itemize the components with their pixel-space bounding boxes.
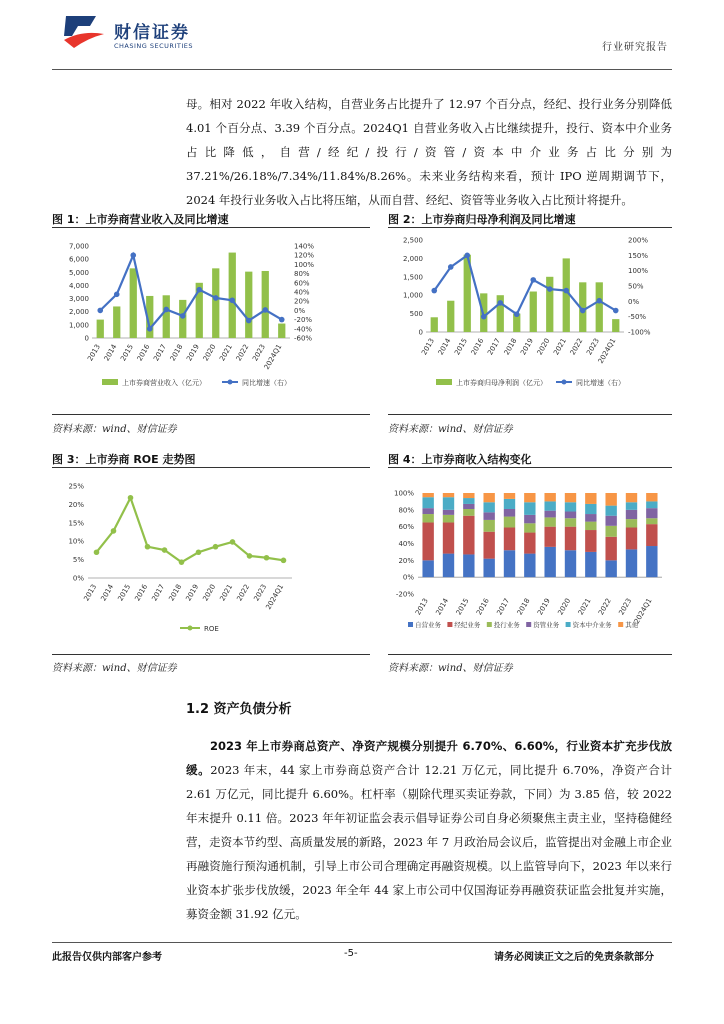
x-tick-label: 2023 (585, 337, 601, 357)
bar (447, 301, 454, 332)
x-tick-label: 2020 (201, 343, 218, 363)
growth-point (246, 318, 252, 324)
x-tick-label: 2022 (568, 337, 585, 357)
stack-segment (422, 497, 433, 508)
x-tick-label: 2015 (119, 343, 135, 363)
legend-label: 资管业务 (533, 621, 560, 629)
x-tick-label: 2020 (556, 597, 573, 617)
stack-segment (565, 550, 576, 577)
x-tick-label: 2017 (152, 343, 168, 363)
fig1-top-rule (52, 227, 370, 228)
fig3-source: 资料来源：wind、财信证券 (52, 663, 177, 674)
legend-swatch (408, 622, 413, 627)
x-tick-label: 2020 (535, 337, 552, 357)
stack-segment (524, 533, 535, 554)
y-tick-label: 5% (72, 556, 84, 565)
y-right-tick-label: 120% (294, 251, 315, 260)
legend-bar-label: 上市券商营业收入（亿元） (122, 379, 206, 387)
growth-point (180, 313, 186, 319)
legend-bar-label: 上市券商归母净利润（亿元） (456, 379, 547, 387)
roe-point (247, 553, 253, 559)
stack-segment (646, 508, 657, 518)
bar (113, 306, 120, 338)
x-tick-label: 2024Q1 (262, 343, 284, 372)
y-left-tick-label: 1,000 (68, 321, 89, 330)
footer-disclaimer-right: 请务必阅读正文之后的免责条款部分 (494, 952, 654, 963)
stack-segment (646, 501, 657, 508)
y-tick-label: 0% (402, 573, 414, 582)
x-tick-label: 2013 (86, 343, 102, 363)
legend-line-label: 同比增速（右） (242, 379, 291, 387)
fig4-top-rule (388, 467, 672, 468)
growth-point (530, 277, 536, 283)
y-right-tick-label: 0% (294, 306, 306, 315)
y-left-tick-label: 3,000 (68, 295, 89, 304)
asset-liability-lead: 2023 年上市券商总资产、净资产规模分别提升 6.70%、6.60%，行业资本扩充步伐放缓。 (186, 739, 672, 777)
y-right-tick-label: -60% (294, 334, 313, 343)
stack-segment (422, 508, 433, 514)
fig3-bottom-rule (52, 654, 370, 655)
bar (179, 300, 186, 338)
x-tick-label: 2024Q1 (596, 337, 618, 366)
stack-segment (605, 537, 616, 561)
stack-segment (504, 517, 515, 528)
footer-disclaimer-left: 此报告仅供内部客户参考 (52, 952, 162, 963)
stack-segment (483, 520, 494, 532)
fig4-bottom-rule (388, 654, 672, 655)
roe-point (128, 495, 134, 501)
legend-roe-marker (188, 626, 193, 631)
y-right-tick-label: -40% (294, 325, 313, 334)
stack-segment (544, 547, 555, 577)
bar (130, 268, 137, 338)
x-tick-label: 2016 (469, 337, 486, 357)
y-right-tick-label: -20% (294, 316, 313, 325)
legend-swatch (618, 622, 623, 627)
stack-segment (605, 560, 616, 577)
bar (431, 317, 438, 332)
fig1-bottom-rule (52, 414, 370, 415)
bar (278, 324, 285, 338)
stack-segment (544, 517, 555, 526)
stack-segment (443, 522, 454, 553)
y-left-tick-label: 4,000 (68, 281, 89, 290)
x-tick-label: 2019 (536, 597, 552, 617)
stack-segment (463, 516, 474, 555)
bar (163, 295, 170, 338)
y-left-tick-label: 2,500 (402, 236, 423, 245)
asset-liability-text: 2023 年末，44 家上市券商总资产合计 12.21 万亿元，同比提升 6.70%，净资产合计 2.61 万亿元，同比提升 6.60%。杠杆率（剔除代理买卖证券款，下同）为 3.85 倍，较 2022 年末提升 0.11 倍。2023 年年初证监会表示倡导证券公司自身必须聚焦主责主业，坚持稳健经营，走资本节约型、高质量发展的新路，2023 年 7 月政治局会议后，监管提出对金融上市企业再融资施行预沟通机制，引导上市公司合理确定再融资规模。以上监管导向下，2023 年以来行业资本扩张步伐放缓，2023 年全年 44 家上市公司中仅国海证券再融资获证监会批复并实施，募资金额 31.92 亿元。 (186, 763, 672, 921)
legend-line-marker (228, 380, 233, 385)
y-left-tick-label: 1,500 (402, 273, 423, 282)
fig2-source: 资料来源：wind、财信证券 (388, 424, 513, 435)
x-tick-label: 2017 (150, 583, 167, 603)
growth-point (596, 298, 602, 304)
fig2-top-rule (388, 227, 672, 228)
page-number: -5- (344, 948, 358, 959)
roe-point (230, 539, 236, 545)
y-left-tick-label: 6,000 (68, 255, 89, 264)
x-tick-label: 2023 (252, 583, 269, 603)
y-tick-label: 20% (398, 556, 414, 565)
x-tick-label: 2021 (576, 597, 593, 617)
fig1-source: 资料来源：wind、财信证券 (52, 424, 177, 435)
x-tick-label: 2018 (168, 343, 185, 363)
y-left-tick-label: 1,000 (402, 291, 423, 300)
fig4-source: 资料来源：wind、财信证券 (388, 663, 513, 674)
growth-point (547, 286, 553, 292)
y-right-tick-label: 40% (294, 288, 310, 297)
stack-segment (565, 512, 576, 519)
stack-segment (504, 509, 515, 517)
legend-bar-swatch (436, 379, 452, 385)
x-tick-label: 2013 (82, 583, 99, 603)
y-tick-label: 0% (72, 574, 84, 583)
stack-segment (605, 506, 616, 516)
stack-segment (585, 504, 596, 514)
stack-segment (524, 523, 535, 532)
stack-segment (585, 552, 596, 577)
x-tick-label: 2015 (453, 337, 469, 357)
roe-point (162, 547, 168, 553)
company-name-en: CHASING SECURITIES (114, 42, 193, 50)
legend-roe-label: ROE (204, 625, 219, 633)
stack-segment (626, 549, 637, 577)
stack-segment (422, 560, 433, 577)
chart-fig3 (52, 472, 370, 648)
y-left-tick-label: 500 (409, 310, 423, 319)
y-right-tick-label: 200% (628, 236, 649, 245)
stack-segment (463, 493, 474, 498)
growth-point (147, 326, 153, 332)
legend-line-label: 同比增速（右） (576, 379, 625, 387)
x-tick-label: 2016 (135, 343, 152, 363)
legend-bar-swatch (102, 379, 118, 385)
stack-segment (585, 522, 596, 530)
fig1-title: 图 1：上市券商营业收入及同比增速 (52, 213, 229, 226)
y-right-tick-label: 60% (294, 279, 310, 288)
stack-segment (422, 493, 433, 497)
y-left-tick-label: 0 (84, 334, 89, 343)
bar (229, 253, 236, 338)
x-tick-label: 2014 (102, 343, 119, 363)
section-title: 1.2 资产负债分析 (186, 702, 292, 717)
y-tick-label: 25% (68, 482, 84, 491)
y-left-tick-label: 0 (418, 328, 423, 337)
stack-segment (605, 526, 616, 537)
bar (546, 277, 553, 332)
stack-segment (565, 527, 576, 551)
x-tick-label: 2021 (218, 583, 235, 603)
stack-segment (504, 528, 515, 551)
y-tick-label: -20% (395, 590, 414, 599)
stack-segment (646, 493, 657, 501)
growth-line (100, 255, 282, 329)
legend-line-marker (562, 380, 567, 385)
y-left-tick-label: 5,000 (68, 268, 89, 277)
x-tick-label: 2017 (486, 337, 502, 357)
bar (612, 319, 619, 332)
legend-swatch (566, 622, 571, 627)
stack-segment (443, 493, 454, 497)
stack-segment (585, 493, 596, 504)
x-tick-label: 2016 (475, 597, 491, 617)
stack-segment (585, 514, 596, 522)
y-tick-label: 20% (68, 500, 84, 509)
stack-segment (524, 554, 535, 578)
growth-point (213, 295, 219, 301)
growth-point (97, 308, 103, 314)
y-right-tick-label: 50% (628, 282, 644, 291)
stack-segment (504, 550, 515, 577)
legend-label: 投行业务 (493, 621, 520, 629)
y-tick-label: 40% (398, 540, 414, 548)
roe-point (179, 559, 185, 565)
company-name: 财信证券 (114, 23, 190, 43)
company-logo (62, 12, 232, 58)
page-header (52, 10, 672, 70)
x-tick-label: 2023 (251, 343, 267, 363)
y-right-tick-label: 100% (628, 267, 649, 276)
stack-segment (626, 510, 637, 519)
stack-segment (463, 554, 474, 577)
stack-segment (626, 519, 637, 527)
growth-point (563, 288, 569, 294)
y-right-tick-label: 20% (294, 297, 310, 306)
x-tick-label: 2022 (234, 343, 251, 363)
x-tick-label: 2018 (167, 583, 184, 603)
stack-segment (483, 493, 494, 502)
fig3-top-rule (52, 467, 370, 468)
y-right-tick-label: 150% (628, 251, 649, 260)
y-right-tick-label: -50% (628, 313, 647, 322)
growth-point (514, 311, 520, 317)
legend-label: 经纪业务 (454, 621, 481, 629)
x-tick-label: 2024Q1 (264, 583, 286, 612)
asset-liability-paragraph (186, 734, 672, 926)
growth-point (114, 292, 120, 298)
stack-segment (463, 509, 474, 516)
stack-segment (565, 502, 576, 511)
bar (212, 268, 219, 338)
x-tick-label: 2022 (597, 597, 613, 617)
growth-point (497, 300, 503, 306)
stack-segment (443, 497, 454, 510)
growth-point (613, 308, 619, 314)
stack-segment (443, 515, 454, 523)
footer-rule (52, 942, 672, 943)
y-left-tick-label: 2,000 (68, 308, 89, 317)
x-tick-label: 2020 (201, 583, 218, 603)
y-right-tick-label: 80% (294, 270, 310, 279)
y-right-tick-label: 140% (294, 242, 315, 251)
bar (262, 271, 269, 338)
x-tick-label: 2013 (420, 337, 436, 357)
growth-line (434, 255, 616, 316)
legend-swatch (526, 622, 531, 627)
roe-point (111, 528, 117, 534)
stack-segment (443, 554, 454, 578)
chart-fig1 (52, 232, 370, 408)
growth-point (229, 297, 235, 303)
stack-segment (483, 502, 494, 512)
x-tick-label: 2018 (502, 337, 519, 357)
report-type-label: 行业研究报告 (602, 42, 668, 53)
intro-paragraph: 母。相对 2022 年收入结构，自营业务占比提升了 12.97 个百分点，经纪、投行业务分别降低 4.01 个百分点、3.39 个百分点。2024Q1 自营业务收入占比继续提升，投行、资本中介业务占比降低，自营/经纪/投行/资管/资本中介业务占比分别为 37.21%/26.18%/7.34%/11.84%/8.26%。未来业务结构来看，预计 IPO 逆周期调节下，2024 年投行业务收入占比将压缩，从而自营、经纪、资管等业务收入占比预计将提升。 (186, 97, 672, 207)
growth-point (481, 314, 487, 320)
stack-segment (646, 524, 657, 546)
x-tick-label: 2013 (414, 597, 430, 617)
chart-fig4 (388, 472, 672, 648)
x-tick-label: 2021 (552, 337, 568, 357)
y-right-tick-label: 0% (628, 297, 640, 306)
bar (530, 292, 537, 332)
roe-point (196, 549, 202, 555)
stack-segment (504, 499, 515, 509)
y-left-tick-label: 2,000 (402, 254, 423, 263)
fig4-title: 图 4：上市券商收入结构变化 (388, 453, 532, 466)
stack-segment (422, 514, 433, 522)
stack-segment (646, 518, 657, 524)
roe-point (264, 555, 270, 561)
growth-point (130, 252, 136, 258)
x-tick-label: 2019 (185, 343, 201, 363)
legend-label: 资本中介业务 (572, 621, 612, 629)
stack-segment (463, 498, 474, 504)
stack-segment (646, 546, 657, 577)
x-tick-label: 2024Q1 (632, 597, 654, 626)
stack-segment (524, 515, 535, 523)
x-tick-label: 2014 (434, 597, 451, 617)
legend-label: 自营业务 (415, 621, 441, 629)
stack-segment (463, 504, 474, 509)
x-tick-label: 2017 (495, 597, 512, 617)
bar (245, 272, 252, 338)
growth-point (196, 287, 202, 293)
x-tick-label: 2014 (99, 583, 116, 603)
y-tick-label: 10% (68, 537, 84, 546)
bar (596, 282, 603, 332)
stack-segment (504, 493, 515, 499)
growth-point (448, 264, 454, 270)
x-tick-label: 2023 (617, 597, 634, 617)
stack-segment (565, 518, 576, 526)
growth-point (163, 307, 169, 313)
x-tick-label: 2014 (436, 337, 453, 357)
y-tick-label: 100% (393, 489, 414, 498)
x-tick-label: 2016 (133, 583, 150, 603)
stack-segment (605, 493, 616, 506)
roe-point (145, 544, 151, 550)
legend-swatch (487, 622, 492, 627)
roe-point (213, 544, 219, 550)
growth-point (580, 308, 586, 314)
roe-line (97, 498, 284, 562)
y-right-tick-label: -100% (628, 328, 651, 337)
x-tick-label: 2022 (235, 583, 252, 603)
stack-segment (483, 532, 494, 559)
legend-swatch (447, 622, 452, 627)
roe-point (94, 549, 100, 555)
stack-segment (626, 528, 637, 550)
y-tick-label: 15% (68, 519, 84, 528)
stack-segment (626, 493, 637, 502)
stack-segment (483, 559, 494, 578)
roe-point (281, 558, 287, 564)
stack-segment (565, 493, 576, 502)
x-tick-label: 2019 (519, 337, 535, 357)
y-tick-label: 60% (398, 523, 414, 532)
stack-segment (443, 510, 454, 515)
growth-point (431, 288, 437, 294)
bar (97, 320, 104, 338)
x-tick-label: 2021 (218, 343, 234, 363)
growth-point (262, 307, 268, 313)
legend-label: 其他 (625, 621, 639, 629)
chart-fig2 (388, 232, 672, 408)
stack-segment (544, 493, 555, 501)
stack-segment (422, 522, 433, 560)
x-tick-label: 2019 (184, 583, 201, 603)
logo-emblem-icon (62, 12, 106, 52)
stack-segment (605, 516, 616, 526)
stack-segment (524, 502, 535, 515)
fig2-bottom-rule (388, 414, 672, 415)
x-tick-label: 2015 (454, 597, 471, 617)
fig2-title: 图 2：上市券商归母净利润及同比增速 (388, 213, 576, 226)
stack-segment (544, 527, 555, 547)
stack-segment (544, 511, 555, 518)
y-left-tick-label: 7,000 (68, 242, 89, 251)
stack-segment (585, 530, 596, 552)
x-tick-label: 2018 (515, 597, 532, 617)
growth-point (464, 253, 470, 259)
stack-segment (524, 493, 535, 502)
y-tick-label: 80% (398, 506, 414, 515)
stack-segment (483, 512, 494, 520)
y-right-tick-label: 100% (294, 260, 315, 269)
stack-segment (626, 502, 637, 510)
growth-point (279, 317, 285, 323)
fig3-title: 图 3：上市券商 ROE 走势图 (52, 453, 196, 466)
x-tick-label: 2015 (116, 583, 133, 603)
stack-segment (544, 501, 555, 510)
